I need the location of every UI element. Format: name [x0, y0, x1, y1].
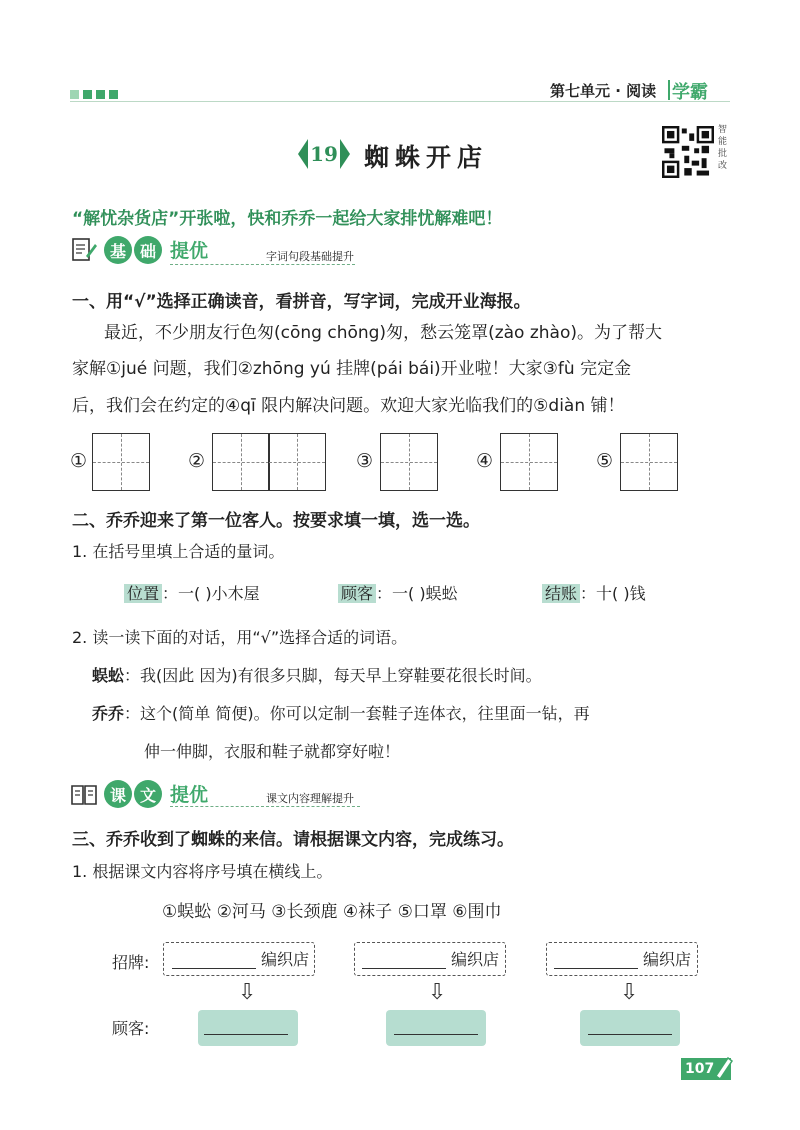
question-2-sub-1: 1. 在括号里填上合适的量词。 [72, 542, 285, 561]
shop-suffix: 编织店 [643, 950, 692, 969]
section-subtitle: 课文内容理解提升 [266, 792, 354, 805]
dialogue-text: ：我(因此 因为)有很多只脚，每天早上穿鞋要花很长时间。 [124, 666, 542, 685]
poster-line-1: 最近，不少朋友行色匆(cōng chōng)匆，愁云笼罩(zào zhào)。为了帮大 [104, 323, 662, 343]
highlight-tag: 位置 [124, 584, 162, 603]
fill-text: ：一( )小木屋 [162, 584, 260, 603]
dialogue-continuation: 伸一伸脚，衣服和鞋子就都穿好啦！ [144, 742, 401, 761]
lesson-number: 19 [304, 136, 344, 172]
intro-text: “解忧杂货店”开张啦，快和乔乔一起给大家排忧解难吧！ [72, 209, 503, 229]
lesson-title: 蜘蛛开店 [364, 143, 489, 172]
brand-divider [668, 80, 670, 100]
notebook-pencil-icon [70, 236, 98, 264]
section-badge-text [104, 780, 162, 808]
measure-word-item [542, 583, 646, 605]
dialogue-line [92, 703, 590, 725]
question-3-sub-1: 1. 根据课文内容将序号填在横线上。 [72, 862, 333, 881]
measure-word-item [338, 583, 458, 605]
section-underline [170, 264, 355, 265]
header-rule [70, 101, 730, 102]
answer-blank[interactable] [554, 968, 638, 969]
grid-label: ② [188, 450, 206, 472]
writing-grid[interactable] [268, 433, 326, 491]
section-subtitle: 字词句段基础提升 [266, 250, 354, 263]
dialogue-text: ：这个(简单 简便)。你可以定制一套鞋子连体衣，往里面一钻，再 [124, 704, 590, 723]
section-underline [170, 806, 360, 807]
measure-word-item [124, 583, 260, 605]
writing-grid[interactable] [620, 433, 678, 491]
question-1-heading: 一、用“√”选择正确读音，看拼音，写字词，完成开业海报。 [72, 292, 531, 312]
grid-label: ① [70, 450, 88, 472]
shop-suffix: 编织店 [451, 950, 500, 969]
answer-blank[interactable] [172, 968, 256, 969]
section-label: 提优 [170, 784, 209, 806]
answer-blank[interactable] [204, 1034, 288, 1035]
poster-line-3: 后，我们会在约定的④qī 限内解决问题。欢迎大家光临我们的⑤diàn 铺！ [72, 396, 625, 416]
fill-text: ：十( )钱 [580, 584, 646, 603]
customer-answer-slot[interactable] [386, 1010, 486, 1046]
shop-suffix: 编织店 [261, 950, 310, 969]
customer-answer-slot[interactable] [198, 1010, 298, 1046]
question-3-heading: 三、乔乔收到了蜘蛛的来信。请根据课文内容，完成练习。 [72, 830, 514, 850]
sign-label: 招牌: [112, 953, 150, 972]
dialogue-line [92, 665, 542, 687]
answer-blank[interactable] [362, 968, 446, 969]
question-2-sub-2: 2. 读一读下面的对话，用“√”选择合适的词语。 [72, 628, 408, 647]
grid-label: ④ [476, 450, 494, 472]
customer-label: 顾客: [112, 1019, 150, 1038]
grid-label: ③ [356, 450, 374, 472]
grid-label: ⑤ [596, 450, 614, 472]
question-2-heading: 二、乔乔迎来了第一位客人。按要求填一填，选一选。 [72, 511, 480, 531]
brand-logo: 学霸 [672, 82, 708, 103]
writing-grid[interactable] [92, 433, 150, 491]
down-arrow-icon: ⇩ [428, 980, 447, 1005]
qr-code-icon[interactable] [662, 126, 714, 178]
speaker-name: 蜈蚣 [92, 666, 125, 685]
writing-grid[interactable] [500, 433, 558, 491]
down-arrow-icon: ⇩ [620, 980, 639, 1005]
badge-char: 文 [134, 780, 162, 808]
fill-text: ：一( )蜈蚣 [376, 584, 458, 603]
poster-line-2: 家解①jué 问题，我们②zhōng yú 挂牌(pái bái)开业啦！大家③fù 完定金 [72, 359, 632, 379]
pencil-icon [712, 1054, 734, 1080]
customer-answer-slot[interactable] [580, 1010, 680, 1046]
unit-label: 第七单元 · 阅读 [550, 82, 657, 100]
page-number-text: 107 [685, 1061, 715, 1077]
section-label: 提优 [170, 240, 209, 262]
writing-grid[interactable] [212, 433, 270, 491]
highlight-tag: 结账 [542, 584, 580, 603]
answer-blank[interactable] [394, 1034, 478, 1035]
badge-char: 础 [134, 236, 162, 264]
open-book-icon [70, 780, 98, 808]
qr-label: 智能批改 [718, 125, 728, 171]
highlight-tag: 顾客 [338, 584, 376, 603]
speaker-name: 乔乔 [92, 704, 125, 723]
down-arrow-icon: ⇩ [238, 980, 257, 1005]
writing-grid[interactable] [380, 433, 438, 491]
badge-char: 课 [104, 780, 132, 808]
badge-char: 基 [104, 236, 132, 264]
header-decoration [70, 90, 118, 99]
section-badge-basics [104, 236, 162, 264]
options-list: ①蜈蚣 ②河马 ③长颈鹿 ④袜子 ⑤口罩 ⑥围巾 [162, 902, 502, 922]
answer-blank[interactable] [588, 1034, 672, 1035]
